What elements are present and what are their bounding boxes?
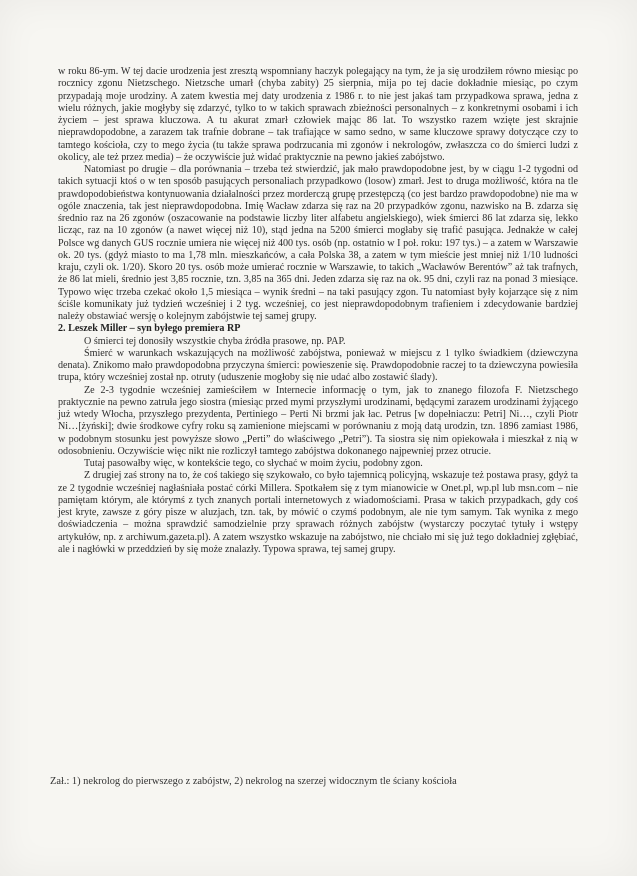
paragraph-3: O śmierci tej donosiły wszystkie chyba źródła prasowe, np. PAP. [84, 335, 346, 347]
section-heading: 2. Leszek Miller – syn byłego premiera RP [58, 323, 241, 335]
paragraph-2: Natomiast po drugie – dla porównania – trzeba też stwierdzić, jak mało prawdopodobne jest, by w ciągu 1-2 tygodni od takich sytuacji ktoś o w ten sposób pasujących personaliach przypadkowo (losow) zmarł. Jest to druga możliwość, która na tle prawdopodobieństwa kontynuowania działalności przez morderczą grupę przestępczą (co jest bardzo prawdopodobne) nie ma w ogóle znaczenia, tak jest nieprawdopodobna. Imię Wacław zdarza się raz na 20 przypadków zgonu, nazwisko na B. zdarza się średnio raz na 26 zgonów (oszacowanie na podstawie liczby liter alfabetu angielskiego), wiek śmierci 86 lat zdarza się, lekko licząc, raz na 10 zgonów (a nawet więcej niż 10), stąd jedna na 5200 śmierci mogłaby się trafić pasująca. Jednakże w całej Polsce wg danych GUS rocznie umiera nie więcej niż 400 tys. osób (np. ostatnio w I poł. roku: 197 tys.) – a zatem w Warszawie ok. 20 tys. (gdyż miasto to ma 1,78 mln. mieszkańców, a cała Polska 38, a zatem w tym mieście jest mniej niż 1/10 ludności kraju, czyli ok. 1/20). Skoro 20 tys. osób może umierać rocznie w Warszawie, to takich „Wacławów Berentów” aż tak trafnych, że 86 lat mieli, średnio jest 3,85 rocznie, tzn. 3,85 na 365 dni. Jeden zdarza się raz na ok. 95 dni, czyli raz na ponad 3 miesiące. Typowo więc trzeba czekać około 1,5 miesiąca – wynik średni – na taki pasujący zgon. Tu natomiast były kojarzące się z nim ściśle komunikaty już tydzień wcześniej i 2 tyg. wcześniej, co jest nieprawdopodobnym trafieniem i zdecydowanie bardziej należy obstawiać wersję o kolejnym zabójstwie tej samej grupy. [58, 164, 578, 322]
paragraph-5: Ze 2-3 tygodnie wcześniej zamieściłem w Internecie informację o tym, jak to znanego filozofa F. Nietzschego praktycznie na pewno zatruła jego siostra (miesiąc przed mymi przyszłymi urodzinami, będącymi zarazem urodzinami żyjącego już wtedy Włocha, przyszłego prezydenta, Pertiniego – Perti Ni brzmi jak łac. Petrus [w dopełniaczu: Petri] Ni…, czyli Piotr Ni…[żyński]; dwie środkowe cyfry roku są zamienione miejscami w porównaniu z moją datą urodzin, tzn. 1896 zamiast 1986, w podobnym stosunku jest powyższe słowo „Perti” do właściwego „Petri”). Ta siostra się nim opiekowała i mieszkał z nią w odosobnieniu. Oczywiście więc nikt nie rozliczył tamtego zabójstwa dokonanego najpewniej przez otrucie. [58, 384, 578, 457]
paragraph-6: Tutaj pasowałby więc, w kontekście tego, co słychać w moim życiu, podobny zgon. [84, 458, 423, 469]
paragraph-4: Śmierć w warunkach wskazujących na możliwość zabójstwa, ponieważ w miejscu z 1 tylko świadkiem (dziewczyna denata). Znikomo mało prawdopodobna przyczyna śmierci: powieszenie się. Prawdopodobnie raczej to ta dziewczyna powiesiła trupa, który wcześniej został np. otruty (uduszenie mogłoby się nie udać albo zostawić ślady). [58, 347, 578, 384]
attachments-note: Zał.: 1) nekrolog do pierwszego z zabójstw, 2) nekrolog na szerzej widocznym tle ściany kościoła [50, 776, 457, 787]
paragraph-7: Z drugiej zaś strony na to, że coś takiego się szykowało, co było tajemnicą policyjną, wskazuje też postawa prasy, gdyż ta ze 2 tygodnie wcześniej nagłaśniała postać córki Millera. Spotkałem się z tym mianowicie w Onet.pl, wp.pl lub msn.com – nie pamiętam którym, ale którymś z tych znanych portali internetowych z wiadomościami. Prasa w takich przypadkach, gdy coś jest kryte, zawsze z góry pisze w aluzjach, tzn. tak, by mówić o czymś podobnym, ale nie tym samym. Tak wynika z mego doświadczenia – można sprawdzić samodzielnie przy sprawach różnych zabójstw (wystarczy poczytać tytuły i wstępy artykułów, np. z archiwum.gazeta.pl). A zatem wszystko wskazuje na zabójstwo, nie chciało mi się już tego dokładniej zgłębiać, ale i nagłówki w przeddzień by się może znalazły. Typowa sprawa, tej samej grupy. [58, 470, 578, 555]
paragraph-1: w roku 86-ym. W tej dacie urodzenia jest zresztą wspomniany haczyk polegający na tym, że ja się urodziłem równo miesiąc po rocznicy zgonu Nietzschego. Nietzsche umarł (chyba zabity) 25 sierpnia, mija po tej dacie dokładnie miesiąc, po czym przypadają moje urodziny. A zatem kwestia mej daty urodzenia z 1986 r. to nie jest jakaś tam przypadkowa sprawa, jedna z wielu różnych, jakie mogłyby się zdarzyć, tylko to w takich sprawach zbieżności personalnych – z konkretnymi osobami i ich życiem – jest sprawa kluczowa. A tu akurat zmarł człowiek mając 86 lat. To wszystko razem wzięte jest skrajnie nieprawdopodobne, a zarazem tak trafnie dobrane – tak trafiające w samo sedno, w same kluczowe sprawy dotyczące czy to tamtego kościoła, czy to mego życia (tu także sprawa podrzucania mi zgonów i nekrologów, zwłaszcza co do śmierci ludzi z okolicy, ale też przez media) – że oczywiście już widać praktycznie na pewno jakieś zabójstwo. [58, 66, 578, 163]
document-body [58, 66, 578, 556]
